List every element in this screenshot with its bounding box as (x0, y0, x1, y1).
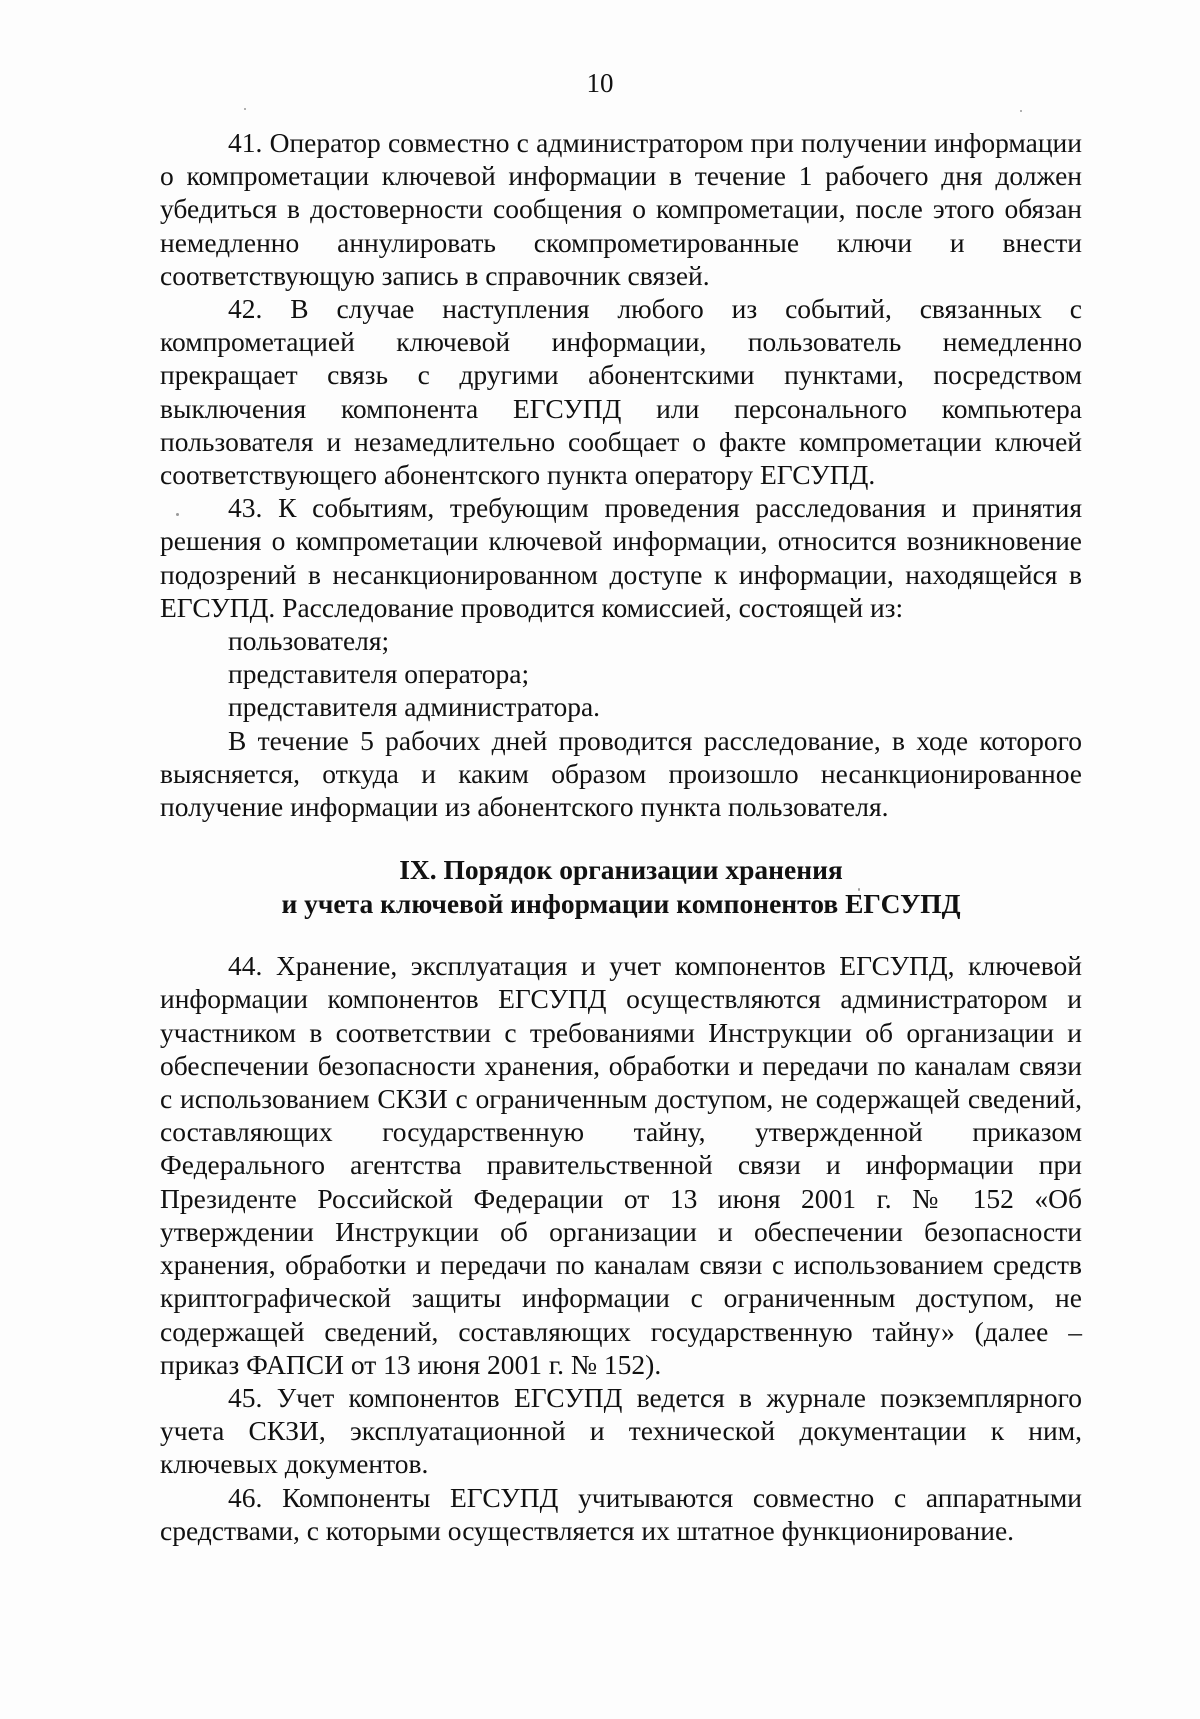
commission-member-user: пользователя; (228, 625, 390, 657)
commission-member-administrator: представителя администратора. (228, 691, 601, 723)
scan-speck (1020, 110, 1022, 112)
commission-member-operator: представителя оператора; (228, 658, 530, 690)
section-heading (160, 853, 1082, 921)
paragraph-42: 42. В случае наступления любого из событий, связанных с компрометацией ключевой информации, пользователь немедленно прекращает связь с другими абонентскими пунктами, посредством выключения компонента ЕГСУПД или персонального компьютера пользователя и незамедлительно сообщает о факте компрометации ключей соответствующего абонентского пункта оператору ЕГСУПД. (160, 293, 1082, 491)
paragraph-45: 45. Учет компонентов ЕГСУПД ведется в журнале поэкземплярного учета СКЗИ, эксплуатационной и технической документации к ним, ключевых документов. (160, 1381, 1082, 1480)
page-number: 10 (586, 68, 614, 98)
section-heading-line-1: IX. Порядок организации хранения (399, 854, 843, 886)
paragraph-43: 43. К событиям, требующим проведения расследования и принятия решения о компрометации ключевой информации, относится возникновение подозрений в несанкционированном доступе к информации, находящейся в ЕГСУПД. Расследование проводится комиссией, состоящей из: (160, 492, 1082, 623)
section-heading-line-2: и учета ключевой информации компонентов ЕГСУПД (281, 888, 961, 920)
paragraph-46: 46. Компоненты ЕГСУПД учитываются совместно с аппаратными средствами, с которыми осуществляется их штатное функционирование. (160, 1481, 1082, 1546)
paragraph-41: 41. Оператор совместно с администратором при получении информации о компрометации ключевой информации в течение 1 рабочего дня должен убедиться в достоверности сообщения о компрометации, после этого обязан немедленно аннулировать скомпрометированные ключи и внести соответствующую запись в справочник связей. (160, 127, 1082, 291)
scan-speck (244, 108, 246, 110)
paragraph-44: 44. Хранение, эксплуатация и учет компонентов ЕГСУПД, ключевой информации компонентов ЕГСУПД осуществляются администратором и участником в соответствии с требованиями Инструкции об организации и обеспечении безопасности хранения, обработки и передачи по каналам связи с использованием СКЗИ с ограниченным доступом, не содержащей сведений, составляющих государственную тайну, утвержденной приказом Федерального агентства правительственной связи и информации при Президенте Российской Федерации от 13 июня 2001 г. № 152 «Об утверждении Инструкции об организации и обеспечении безопасности хранения, обработки и передачи по каналам связи с использованием средств криптографической защиты информации с ограниченным доступом, не содержащей сведений, составляющих государственную тайну» (далее – приказ ФАПСИ от 13 июня 2001 г. № 152). (160, 950, 1082, 1380)
document-body (160, 126, 1082, 1547)
investigation-paragraph: В течение 5 рабочих дней проводится расследование, в ходе которого выясняется, откуда и каким образом произошло несанкционированное получение информации из абонентского пункта пользователя. (160, 724, 1082, 823)
